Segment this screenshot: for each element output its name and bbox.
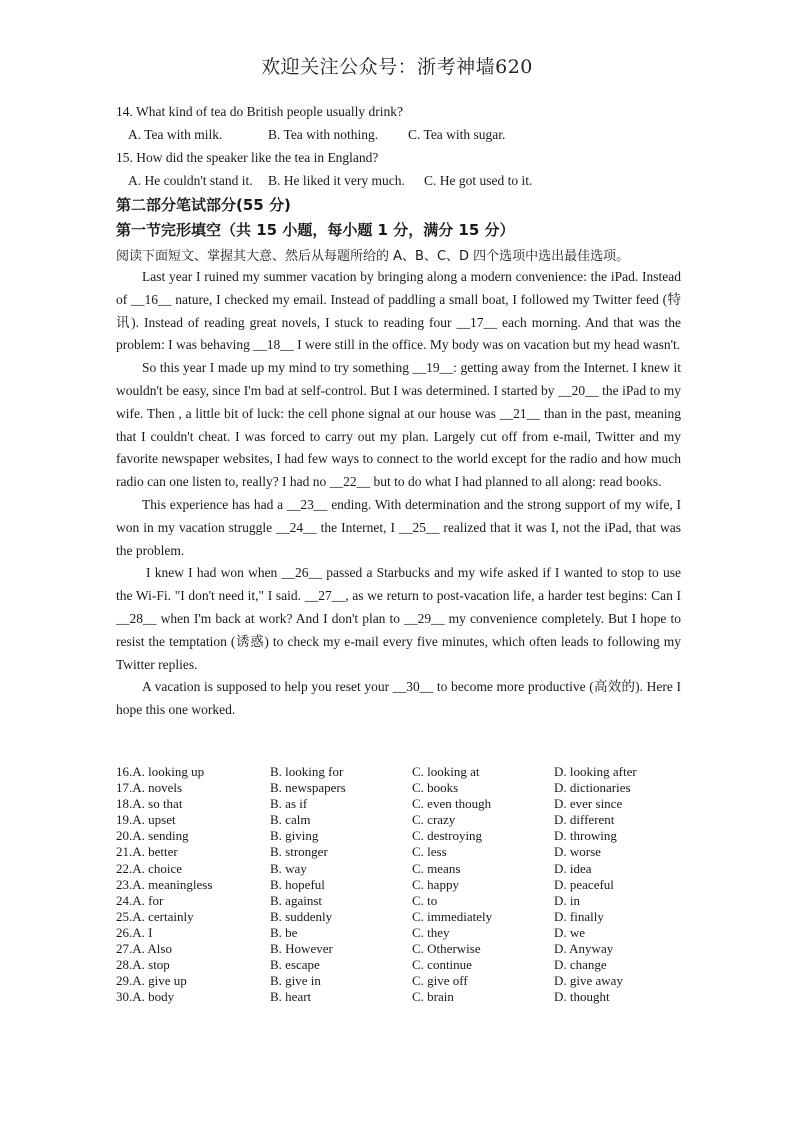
choice-row	[116, 796, 696, 812]
choice-b: B. hopeful	[270, 876, 325, 892]
choice-a: 23.A. meaningless	[116, 876, 213, 892]
choice-row	[116, 861, 696, 877]
choice-d: D. give away	[554, 973, 623, 989]
choice-d: D. finally	[554, 908, 604, 924]
choice-a: 22.A. choice	[116, 860, 183, 876]
instruction-text: 阅读下面短文、掌握其大意、然后从每题所给的 A、B、C、D 四个选项中选出最佳选项。	[116, 249, 630, 264]
choice-a: 27.A. Also	[116, 941, 172, 957]
choice-c: C. they	[412, 924, 450, 940]
option: B. He liked it very much.	[268, 173, 405, 188]
choice-c: C. looking at	[412, 764, 480, 779]
choice-a: 21.A. better	[116, 844, 178, 860]
option: C. He got used to it.	[424, 173, 533, 188]
part-2-title: 第二部分笔试部分(55 分)	[116, 196, 291, 214]
option: B. Tea with nothing.	[268, 127, 379, 142]
answer-choices	[116, 764, 696, 1005]
choice-a: 28.A. stop	[116, 957, 170, 973]
choice-d: D. worse	[554, 844, 601, 860]
option: C. Tea with sugar.	[408, 127, 506, 142]
choice-c: C. continue	[412, 957, 472, 973]
choice-b: B. be	[270, 924, 298, 940]
choice-d: D. looking after	[554, 764, 637, 779]
choice-a: 30.A. body	[116, 989, 175, 1005]
question-14: 14. What kind of tea do British people usually drink?	[116, 104, 403, 119]
choice-a: 16.A. looking up	[116, 764, 205, 779]
choice-row	[116, 828, 696, 844]
choice-d: D. change	[554, 957, 607, 973]
choice-c: C. give off	[412, 973, 468, 989]
choice-row	[116, 909, 696, 925]
passage-paragraph: So this year I made up my mind to try something __19__: getting away from the Internet. I knew it wouldn't be easy, since I'm bad at self-control. But I was determined. I started by __20__ the iPad to my wife. Then , a little bit of luck: the cell phone signal at our house was __21__ than in the past, meaning that I couldn't cheat. I was forced to carry out my plan. Largely cut off from e-mail, Twitter and my favorite newspaper websites, I had few ways to connect to the world except for the radio and how much radio can one listen to, really? I had no __22__ but to do what I had planned to all along: read books.	[116, 360, 681, 490]
choice-a: 20.A. sending	[116, 828, 189, 844]
choice-b: B. looking for	[270, 764, 344, 779]
choice-row	[116, 989, 696, 1005]
choice-a: 29.A. give up	[116, 973, 187, 989]
cloze-passage	[116, 266, 681, 722]
option: A. He couldn't stand it.	[128, 173, 253, 188]
choice-c: C. means	[412, 860, 461, 876]
choice-row	[116, 957, 696, 973]
choice-d: D. idea	[554, 860, 592, 876]
choice-b: B. giving	[270, 828, 319, 844]
choice-row	[116, 941, 696, 957]
choice-a: 18.A. so that	[116, 796, 183, 812]
choice-row	[116, 973, 696, 989]
choice-d: D. we	[554, 924, 586, 940]
choice-b: B. as if	[270, 796, 308, 812]
choice-c: C. immediately	[412, 908, 493, 924]
choice-a: 19.A. upset	[116, 812, 176, 828]
choice-d: D. Anyway	[554, 941, 614, 957]
choice-c: C. crazy	[412, 812, 456, 828]
choice-c: C. books	[412, 780, 459, 796]
choice-d: D. ever since	[554, 796, 623, 812]
page-header: 欢迎关注公众号：浙考神墙620	[261, 56, 533, 78]
choice-a: 17.A. novels	[116, 780, 183, 796]
passage-paragraph: A vacation is supposed to help you reset your __30__ to become more productive (高效的). Here I hope this one worked.	[116, 679, 681, 718]
choice-b: B. heart	[270, 989, 312, 1005]
passage-paragraph: This experience has had a __23__ ending. With determination and the strong support of my wife, I won in my vacation struggle __24__ the Internet, I __25__ realized that it was I, not the iPad, that was the problem.	[116, 496, 681, 558]
choice-a: 25.A. certainly	[116, 908, 194, 924]
choice-b: B. way	[270, 860, 307, 876]
choice-b: B. stronger	[270, 844, 328, 860]
question-15-options	[128, 169, 686, 192]
choice-c: C. destroying	[412, 828, 483, 844]
choice-c: C. happy	[412, 876, 459, 892]
question-14-options	[128, 123, 686, 146]
choice-row	[116, 844, 696, 860]
option: A. Tea with milk.	[128, 127, 223, 142]
choice-b: B. against	[270, 892, 322, 908]
choice-row	[116, 893, 696, 909]
listening-section	[116, 100, 686, 192]
choice-c: C. even though	[412, 796, 492, 812]
choice-c: C. to	[412, 892, 438, 908]
choice-row	[116, 780, 696, 796]
choice-b: B. suddenly	[270, 908, 333, 924]
choice-d: D. dictionaries	[554, 780, 631, 796]
choice-b: B. give in	[270, 973, 321, 989]
choice-row	[116, 764, 696, 780]
choice-d: D. different	[554, 812, 615, 828]
section-1-title: 第一节完形填空（共 15 小题，每小题 1 分，满分 15 分）	[116, 221, 515, 239]
choice-c: C. Otherwise	[412, 941, 481, 957]
choice-d: D. thought	[554, 989, 610, 1005]
choice-d: D. peaceful	[554, 876, 614, 892]
choice-b: B. escape	[270, 957, 320, 973]
choice-row	[116, 877, 696, 893]
choice-b: B. calm	[270, 812, 311, 828]
choice-b: B. newspapers	[270, 780, 346, 796]
passage-paragraph: Last year I ruined my summer vacation by bringing along a modern convenience: the iPad. Instead of __16__ nature, I checked my email. Instead of paddling a small boat, I followed my Twitter feed (特讯). Instead of reading great novels, I stuck to reading four __17__ each morning. And that was the problem: I was behaving __18__ I were still in the office. My body was on vacation but my head wasn't.	[116, 269, 681, 353]
choice-row	[116, 812, 696, 828]
choice-c: C. brain	[412, 989, 454, 1005]
question-15: 15. How did the speaker like the tea in England?	[116, 150, 379, 165]
choice-a: 26.A. I	[116, 924, 153, 940]
choice-a: 24.A. for	[116, 892, 164, 908]
choice-d: D. throwing	[554, 828, 617, 844]
choice-d: D. in	[554, 892, 580, 908]
choice-b: B. However	[270, 941, 333, 957]
choice-c: C. less	[412, 844, 447, 860]
passage-paragraph: I knew I had won when __26__ passed a Starbucks and my wife asked if I wanted to stop to use the Wi-Fi. "I don't need it," I said. __27__, as we return to post-vacation life, a harder test begins: Can I __28__ when I'm back at work? And I don't plan to __29__ my convenience completely. But I hope to resist the temptation (诱惑) to check my e-mail every five minutes, which often leads to following my Twitter replies.	[116, 565, 681, 672]
choice-row	[116, 925, 696, 941]
